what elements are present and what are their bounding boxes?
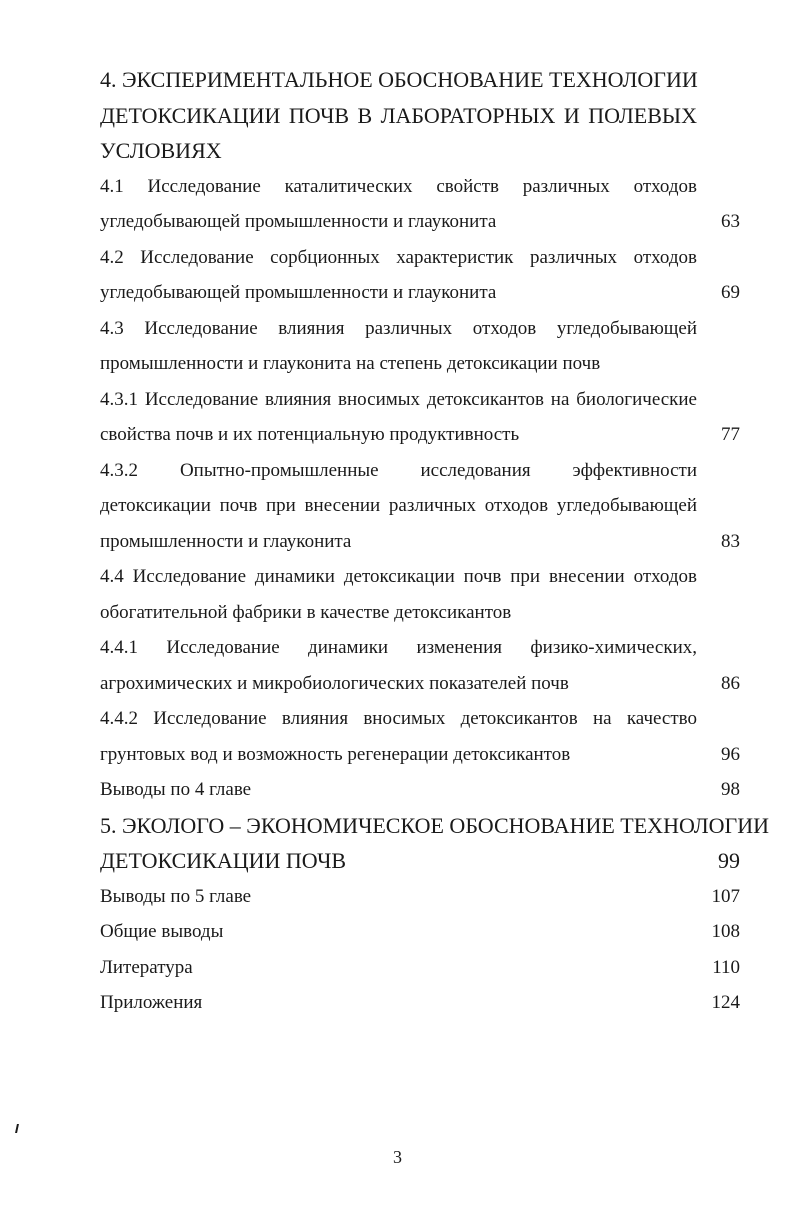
toc-line-text: 4.4 Исследование динамики детоксикации почв при внесении отходов (100, 566, 697, 587)
toc-line-text: угледобывающей промышленности и глауконита (100, 282, 497, 303)
toc-line-text: промышленности и глауконита на степень детоксикации почв (100, 353, 601, 374)
toc-line-text: Выводы по 4 главе (100, 779, 252, 800)
toc-line-page: 110 (712, 956, 740, 978)
toc-line (100, 169, 740, 205)
page-number: 3 (393, 1147, 402, 1167)
toc-line (100, 808, 770, 844)
toc-line (100, 595, 740, 631)
toc-line-text: УСЛОВИЯХ (100, 138, 222, 163)
toc-line-page: 124 (711, 992, 740, 1013)
toc-line (100, 524, 740, 560)
toc-line-text: агрохимических и микробиологических показателей почв (100, 672, 569, 694)
toc-line-page: 69 (721, 282, 740, 303)
toc-line-page: 83 (721, 530, 740, 552)
table-of-contents (100, 62, 770, 1021)
toc-line (100, 488, 740, 524)
toc-line-text: угледобывающей промышленности и глауконита (100, 211, 497, 232)
scan-mark (15, 1124, 19, 1133)
toc-line-page: 77 (721, 424, 740, 445)
toc-line (100, 701, 740, 737)
toc-line (100, 346, 740, 382)
toc-line (100, 950, 740, 986)
toc-line-text: Выводы по 5 главе (100, 885, 252, 907)
toc-line (100, 737, 740, 773)
toc-line-text: 5. ЭКОЛОГО – ЭКОНОМИЧЕСКОЕ ОБОСНОВАНИЕ ТЕХНОЛОГИИ (100, 812, 770, 838)
toc-line (100, 204, 740, 240)
toc-line-text: детоксикации почв при внесении различных отходов угледобывающей (100, 495, 697, 516)
toc-line-text: 4.4.1 Исследование динамики изменения физико-химических, (100, 637, 697, 658)
toc-line-page: 98 (721, 779, 740, 800)
toc-line-text: Литература (100, 956, 193, 978)
toc-line (100, 666, 740, 702)
toc-line-text: ДЕТОКСИКАЦИИ ПОЧВ В ЛАБОРАТОРНЫХ И ПОЛЕВЫХ (100, 102, 697, 128)
toc-line-text: обогатительной фабрики в качестве детоксикантов (100, 601, 512, 623)
toc-line (100, 62, 740, 98)
toc-line-text: ДЕТОКСИКАЦИИ ПОЧВ (100, 848, 347, 873)
toc-line (100, 843, 740, 879)
toc-line-text: свойства почв и их потенциальную продуктивность (100, 424, 520, 445)
toc-line-text: промышленности и глауконита (100, 530, 352, 552)
toc-line-page: 99 (718, 848, 740, 873)
toc-line (100, 133, 740, 169)
toc-line-text: 4.3.1 Исследование влияния вносимых детоксикантов на биологические (100, 388, 697, 410)
toc-line-text: 4.3 Исследование влияния различных отходов угледобывающей (100, 317, 697, 339)
toc-line-text: грунтовых вод и возможность регенерации детоксикантов (100, 743, 571, 765)
toc-line (100, 630, 740, 666)
toc-line (100, 985, 740, 1021)
toc-line (100, 879, 740, 915)
toc-line (100, 275, 740, 311)
toc-line-text: Приложения (100, 992, 203, 1013)
toc-line (100, 382, 740, 418)
toc-line-text: Общие выводы (100, 921, 224, 942)
toc-line-page: 63 (721, 211, 740, 232)
toc-line (100, 240, 740, 276)
toc-line (100, 559, 740, 595)
toc-line-text: 4.4.2 Исследование влияния вносимых детоксикантов на качество (100, 708, 697, 729)
toc-line-page: 86 (721, 672, 740, 694)
toc-line (100, 772, 740, 808)
toc-line (100, 311, 740, 347)
toc-line-page: 108 (711, 921, 740, 942)
toc-line (100, 914, 740, 950)
toc-line-text: 4.2 Исследование сорбционных характеристик различных отходов (100, 246, 697, 268)
toc-line-page: 96 (721, 743, 740, 765)
toc-line (100, 417, 740, 453)
toc-line (100, 98, 740, 134)
toc-line-text: 4. ЭКСПЕРИМЕНТАЛЬНОЕ ОБОСНОВАНИЕ ТЕХНОЛОГИИ (100, 67, 698, 92)
toc-line (100, 453, 740, 489)
toc-line-page: 107 (711, 885, 740, 907)
toc-line-text: 4.3.2 Опытно-промышленные исследования эффективности (100, 459, 697, 481)
toc-line-text: 4.1 Исследование каталитических свойств различных отходов (100, 175, 697, 197)
